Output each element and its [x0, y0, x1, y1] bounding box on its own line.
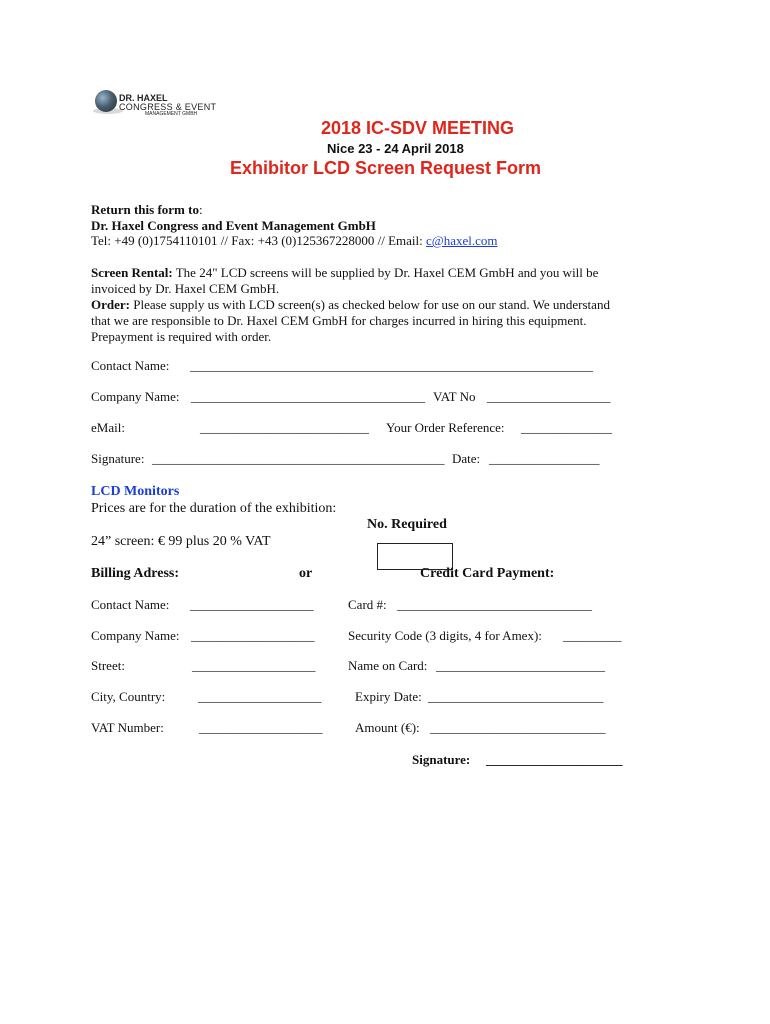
cc-signature-field[interactable]: _____________________ [486, 752, 623, 767]
logo-line-1: DR. HAXEL [119, 93, 168, 103]
return-company: Dr. Haxel Congress and Event Management GmbH [91, 218, 376, 233]
billing-company-name-label: Company Name: [91, 628, 180, 643]
billing-street-label: Street: [91, 658, 125, 673]
contact-name-label: Contact Name: [91, 358, 170, 373]
contact-name-field[interactable]: ______________________________________________________________ [190, 358, 593, 373]
logo-line-2: CONGRESS & EVENT [119, 102, 217, 112]
order-line-1 [91, 297, 610, 313]
rental-text-1: The 24" LCD screens will be supplied by Dr. Haxel CEM GmbH and you will be [172, 265, 599, 280]
return-contact-line [91, 233, 498, 249]
order-text-2: that we are responsible to Dr. Haxel CEM GmbH for charges incurred in hiring this equipment. [91, 313, 587, 328]
vat-no-field[interactable]: ___________________ [487, 389, 611, 404]
meeting-dates: Nice 23 - 24 April 2018 [327, 141, 464, 156]
name-on-card-label: Name on Card: [348, 658, 428, 673]
expiry-date-field[interactable]: ___________________________ [428, 689, 604, 704]
email-field[interactable]: __________________________ [200, 420, 369, 435]
form-title: Exhibitor LCD Screen Request Form [230, 158, 542, 178]
security-code-label: Security Code (3 digits, 4 for Amex): [348, 628, 542, 643]
logo-line-3: MANAGEMENT GMBH [145, 111, 198, 117]
return-label-line [91, 202, 203, 218]
card-number-field[interactable]: ______________________________ [397, 597, 592, 612]
lcd-monitors-heading: LCD Monitors [91, 484, 180, 499]
order-text-3: Prepayment is required with order. [91, 329, 272, 344]
email-label: eMail: [91, 420, 125, 435]
rental-line-1 [91, 265, 598, 281]
order-label: Order: [91, 297, 130, 312]
billing-company-name-field[interactable]: ___________________ [191, 628, 315, 643]
billing-city-field[interactable]: ___________________ [198, 689, 322, 704]
amount-label: Amount (€): [355, 720, 420, 735]
rental-text-2: invoiced by Dr. Haxel CEM GmbH. [91, 281, 280, 296]
date-label: Date: [452, 451, 481, 466]
billing-contact-name-field[interactable]: ___________________ [190, 597, 314, 612]
security-code-field[interactable]: _________ [563, 628, 622, 643]
billing-heading: Billing Adress: [91, 566, 180, 581]
signature-field[interactable]: _____________________________________________ [152, 451, 445, 466]
vat-no-label: VAT No [433, 389, 476, 404]
return-contact-text: Tel: +49 (0)1754110101 // Fax: +43 (0)125367228000 // Email: [91, 233, 426, 248]
billing-contact-name-label: Contact Name: [91, 597, 170, 612]
name-on-card-field[interactable]: __________________________ [436, 658, 605, 673]
return-label: Return this form to [91, 202, 199, 217]
billing-city-label: City, Country: [91, 689, 166, 704]
order-reference-field[interactable]: ______________ [521, 420, 612, 435]
prices-note: Prices are for the duration of the exhibition: [91, 501, 337, 516]
billing-street-field[interactable]: ___________________ [192, 658, 316, 673]
or-label: or [299, 566, 313, 581]
date-field[interactable]: _________________ [489, 451, 600, 466]
cc-signature-label: Signature: [412, 752, 471, 767]
billing-vat-field[interactable]: ___________________ [199, 720, 323, 735]
company-name-field[interactable]: ____________________________________ [191, 389, 425, 404]
amount-field[interactable]: ___________________________ [430, 720, 606, 735]
company-name-label: Company Name: [91, 389, 180, 404]
expiry-date-label: Expiry Date: [355, 689, 422, 704]
meeting-title: 2018 IC-SDV MEETING [321, 118, 515, 138]
globe-icon [95, 90, 117, 112]
credit-card-heading: Credit Card Payment: [420, 566, 555, 581]
order-text-1: Please supply us with LCD screen(s) as checked below for use on our stand. We understand [129, 297, 610, 312]
order-reference-label: Your Order Reference: [386, 420, 505, 435]
signature-label: Signature: [91, 451, 145, 466]
quantity-input[interactable] [377, 543, 453, 570]
card-number-label: Card #: [348, 597, 387, 612]
email-link[interactable]: c@haxel.com [426, 233, 498, 248]
return-colon: : [198, 202, 203, 217]
billing-vat-label: VAT Number: [91, 720, 164, 735]
no-required-label: No. Required [367, 517, 447, 532]
rental-label: Screen Rental: [91, 265, 173, 280]
screen-price-item: 24” screen: € 99 plus 20 % VAT [91, 534, 271, 549]
